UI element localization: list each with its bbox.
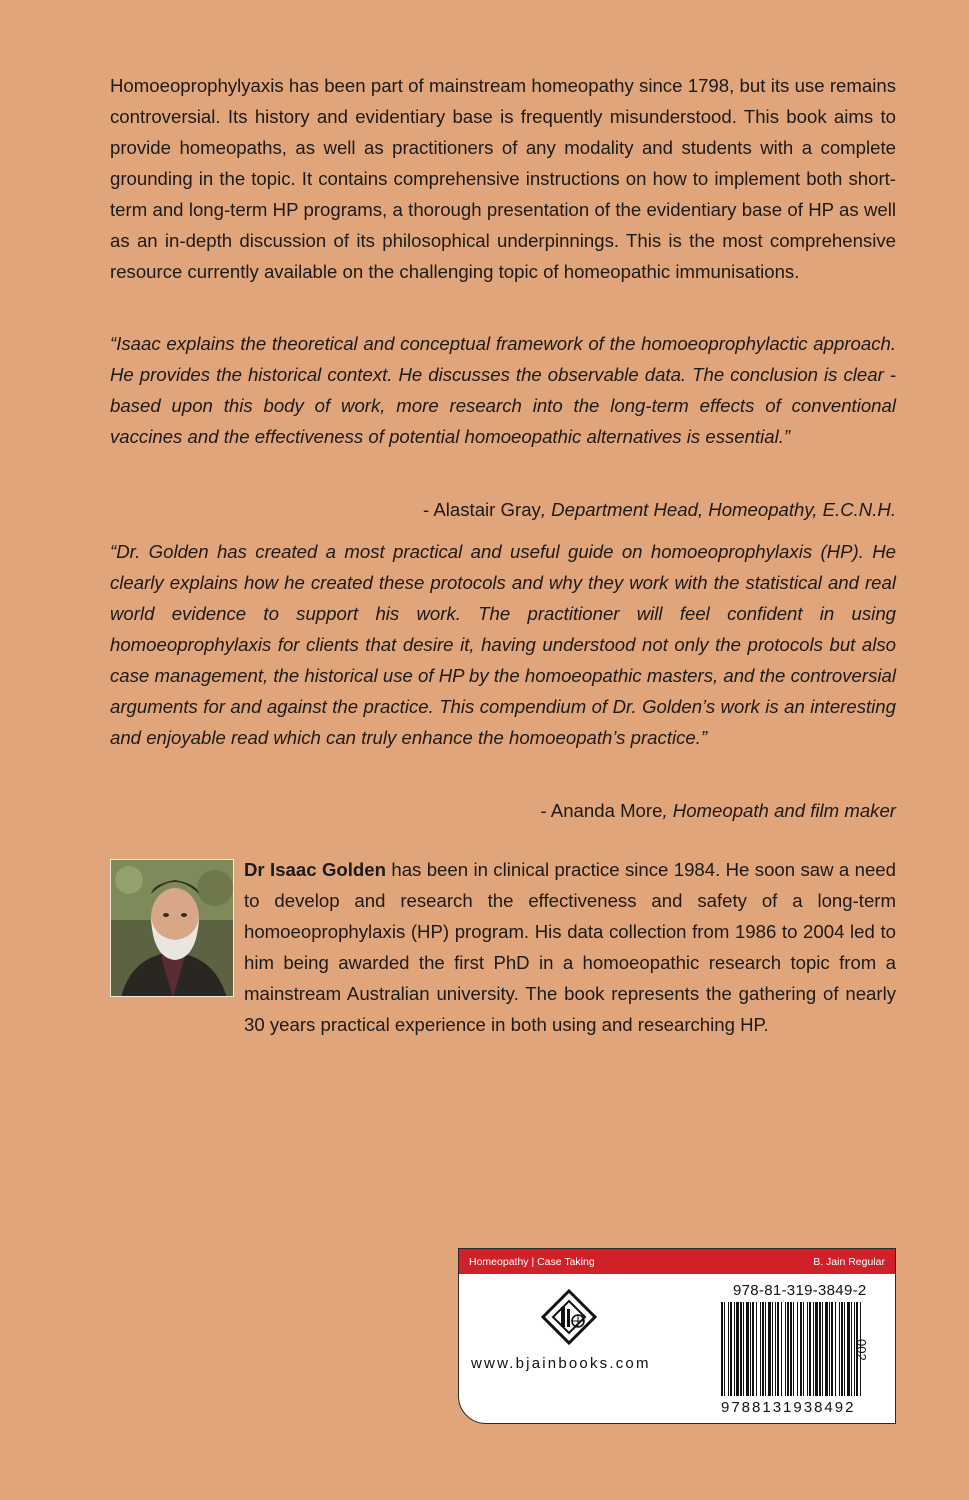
barcode-bar [851, 1302, 852, 1396]
barcode-bar [803, 1302, 804, 1396]
barcode-bar [809, 1302, 811, 1396]
category-strip [459, 1249, 895, 1274]
author-photo [110, 859, 234, 997]
barcode-bar [839, 1302, 840, 1396]
barcode-bar [825, 1302, 828, 1396]
barcode-bar [760, 1302, 761, 1396]
barcode-bar [768, 1302, 771, 1396]
barcode-bar [756, 1302, 757, 1396]
review-attribution-1 [110, 494, 896, 525]
barcode-digits: 9788131938492 [721, 1399, 856, 1416]
author-bio-text: has been in clinical practice since 1984. He soon saw a need to develop and research the effectiveness and safety of a long-term homoeoprophylaxis (HP) program. His data collection from 1986 to 2004 led to him being awarded the first PhD in a homoeopathic research topic from a mainstream Australian university. The book represents the gathering of nearly 30 years practical experience in both using and researching HP. [244, 859, 896, 1035]
review-role-2: , Homeopath and film maker [662, 800, 896, 821]
barcode-bar [847, 1302, 850, 1396]
barcode-addon: 002 [854, 1339, 869, 1361]
barcode-bar [775, 1302, 776, 1396]
barcode-bar [781, 1302, 782, 1396]
barcode-bar [734, 1302, 735, 1396]
barcode-bar [815, 1302, 818, 1396]
publisher-website: www.bjainbooks.com [471, 1355, 651, 1372]
barcode-bar [724, 1302, 725, 1396]
barcode-bar [807, 1302, 808, 1396]
barcode-bar [750, 1302, 751, 1396]
barcode-bar [730, 1302, 732, 1396]
barcode-bar [787, 1302, 789, 1396]
barcode-bar [793, 1302, 794, 1396]
barcode-bar [746, 1302, 749, 1396]
barcode-bar [835, 1302, 836, 1396]
review-author-1: - Alastair Gray [423, 499, 541, 520]
review-author-2: - Ananda More [540, 800, 663, 821]
barcode-bar [772, 1302, 773, 1396]
barcode-bar [736, 1302, 739, 1396]
isbn-number: 978-81-319-3849-2 [733, 1282, 867, 1299]
barcode-bar [800, 1302, 802, 1396]
barcode-bar [797, 1302, 798, 1396]
barcode-bar [829, 1302, 830, 1396]
author-portrait-illustration [111, 860, 234, 997]
barcode-bar [777, 1302, 779, 1396]
barcode-bar [765, 1302, 766, 1396]
review-quote-2 [110, 536, 896, 753]
review-quote-1 [110, 328, 896, 452]
review-attribution-2 [110, 795, 896, 826]
description-text: Homoeoprophylyaxis has been part of mainstream homeopathy since 1798, but its use remains controversial. Its history and evidentiary base is frequently misunderstood. This book aims to provide homeopaths, as well as practitioners of any modality and students with a complete grounding in the topic. It contains comprehensive instructions on how to implement both short-term and long-term HP programs, a thorough presentation of the evidentiary base of HP as well as an in-depth discussion of its philosophical underpinnings. This is the most comprehensive resource currently available on the challenging topic of homeopathic immunisations. [110, 75, 896, 282]
barcode-bars [721, 1302, 867, 1400]
barcode-bar [728, 1302, 729, 1396]
review-quote-1-text: “Isaac explains the theoretical and conceptual framework of the homoeoprophylactic approach. He provides the historical context. He discusses the observable data. The conclusion is clear - based upon this body of work, more research into the long-term effects of conventional vaccines and the effectiveness of potential homoeopathic alternatives is essential.” [110, 333, 896, 447]
barcode-bar [762, 1302, 764, 1396]
barcode-bar [844, 1302, 845, 1396]
description-paragraph [110, 70, 896, 287]
imprint-label: B. Jain Regular [813, 1255, 885, 1268]
author-name: Dr Isaac Golden [244, 859, 386, 880]
barcode-panel [458, 1248, 896, 1424]
review-quote-2-text: “Dr. Golden has created a most practical and useful guide on homoeoprophylaxis (HP). He clearly explains how he created these protocols and why they work with the statistical and real world evidence to support his work. The practitioner will feel confident in using homoeoprophylaxis for clients that desire it, having understood not only the protocols but also case management, the historical use of HP by the homoeopathic masters, and the controversial arguments for and against the practice. This compendium of Dr. Golden’s work is an interesting and enjoyable read which can truly enhance the homoeopath’s practice.” [110, 541, 896, 748]
review-role-1: , Department Head, Homeopathy, E.C.N.H. [540, 499, 896, 520]
barcode-bar [822, 1302, 823, 1396]
barcode-bar [752, 1302, 754, 1396]
barcode-bar [841, 1302, 843, 1396]
barcode-bar [740, 1302, 742, 1396]
barcode-bar [819, 1302, 821, 1396]
barcode-bar [721, 1302, 723, 1396]
publisher-logo-icon [539, 1287, 599, 1352]
barcode-bar [785, 1302, 786, 1396]
category-label: Homeopathy | Case Taking [469, 1255, 595, 1268]
barcode-bar [831, 1302, 833, 1396]
barcode-bar [790, 1302, 792, 1396]
barcode-bar [743, 1302, 744, 1396]
author-bio [244, 854, 896, 1040]
barcode-bar [813, 1302, 814, 1396]
